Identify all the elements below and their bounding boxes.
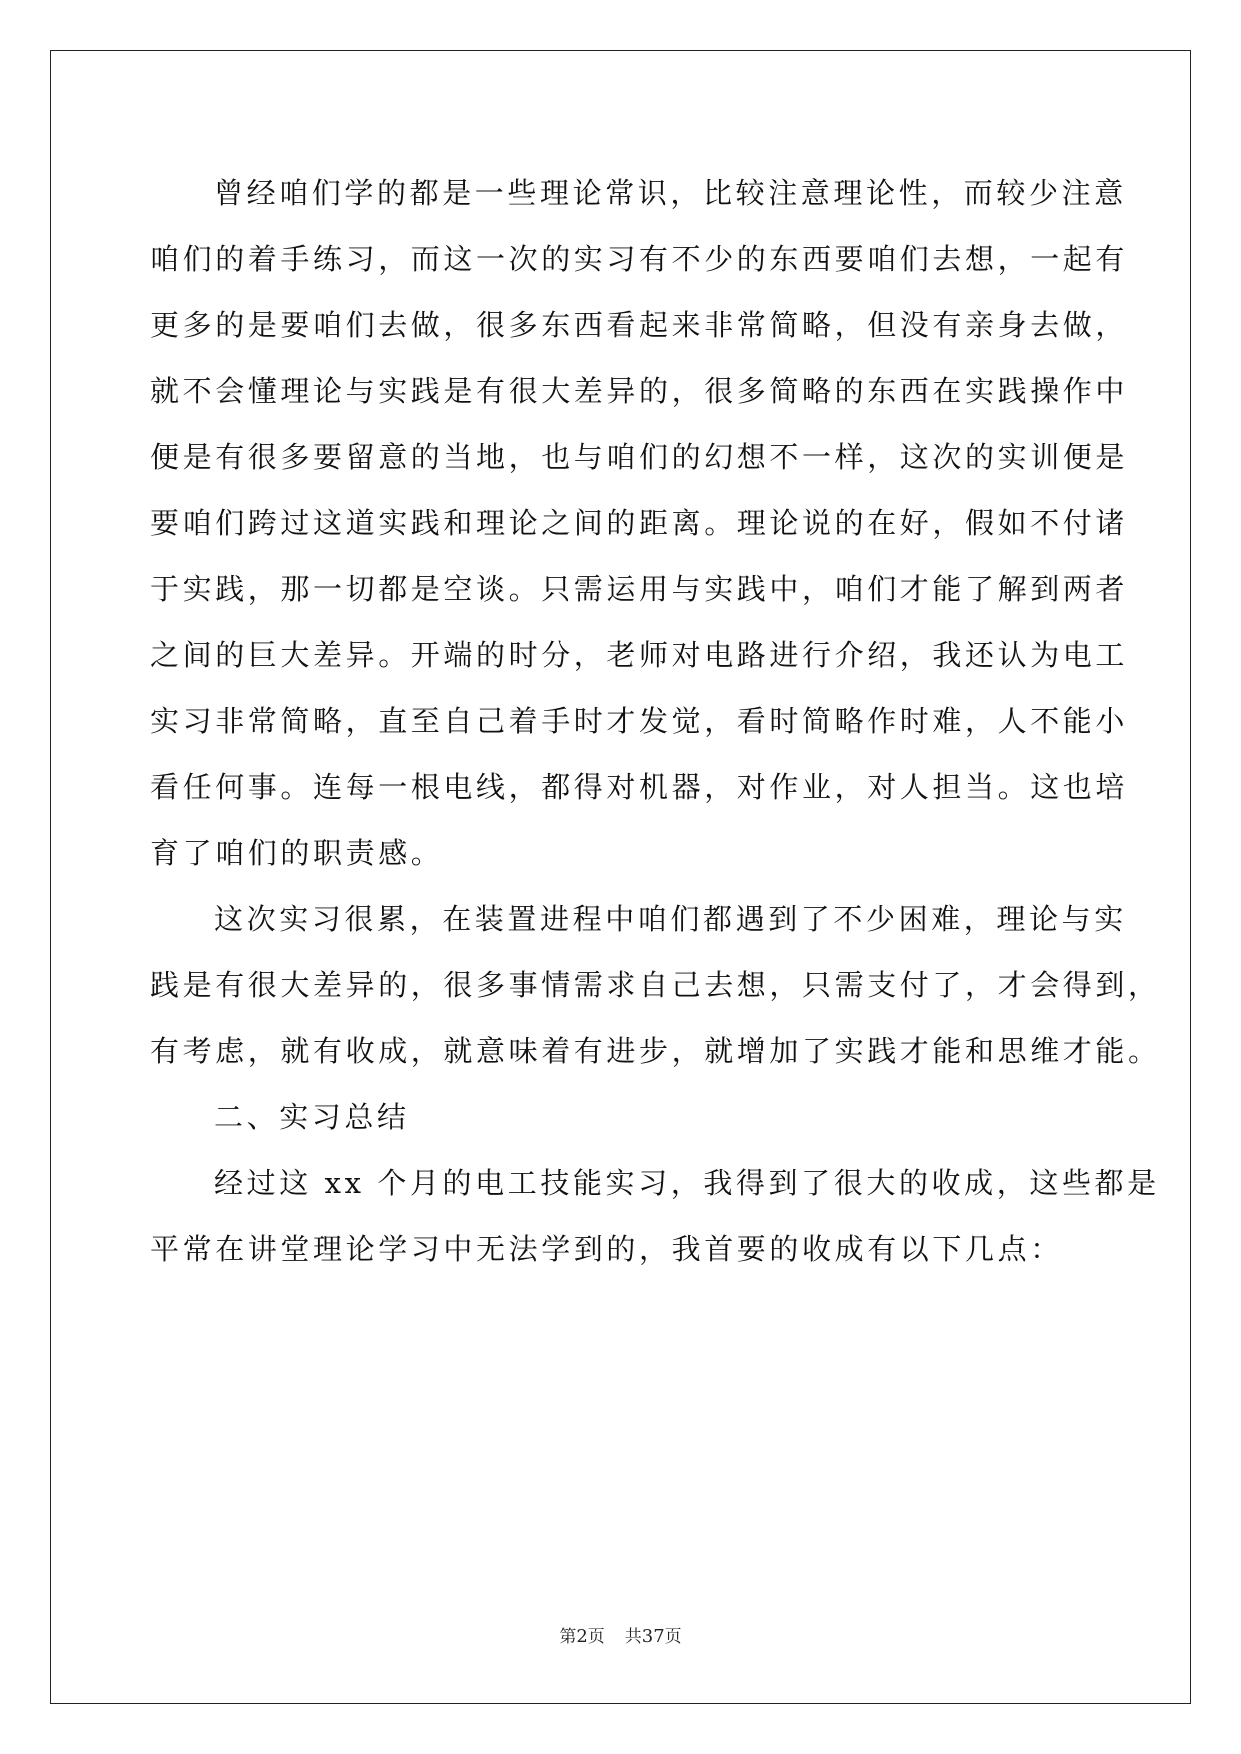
section-heading: 二、实习总结 [214,1100,410,1134]
paragraph-1-line-11: 育了咱们的职责感。 [150,836,444,870]
page-prefix: 第 [559,1627,577,1647]
paragraph-1-line-5: 便是有很多要留意的当地，也与咱们的幻想不一样，这次的实训便是 [150,440,1129,474]
paragraph-2-line-1: 这次实习很累，在装置进程中咱们都遇到了不少困难，理论与实 [214,902,1127,936]
paragraph-1-line-9: 实习非常简略，直至自己着手时才发觉，看时简略作时难，人不能小 [150,704,1129,738]
page-footer [0,1622,1241,1647]
page-suffix: 页 [587,1627,605,1647]
paragraph-1-line-1: 曾经咱们学的都是一些理论常识，比较注意理论性，而较少注意 [214,176,1127,210]
paragraph-3-line-1: 经过这 xx 个月的电工技能实习，我得到了很大的收成，这些都是 [214,1166,1160,1200]
paragraph-2-line-3: 有考虑，就有收成，就意味着有进步，就增加了实践才能和思维才能。 [150,1034,1161,1068]
paragraph-1-line-10: 看任何事。连每一根电线，都得对机器，对作业，对人担当。这也培 [150,770,1129,804]
paragraph-2-line-2: 践是有很大差异的，很多事情需求自己去想，只需支付了，才会得到， [150,968,1161,1002]
paragraph-1-line-7: 于实践，那一切都是空谈。只需运用与实践中，咱们才能了解到两者 [150,572,1129,606]
total-prefix: 共 [624,1627,642,1647]
total-pages: 37 [641,1626,665,1647]
paragraph-1-line-3: 更多的是要咱们去做，很多东西看起来非常简略，但没有亲身去做， [150,308,1129,342]
paragraph-1-line-2: 咱们的着手练习，而这一次的实习有不少的东西要咱们去想，一起有 [150,242,1129,276]
paragraph-3-line-2: 平常在讲堂理论学习中无法学到的，我首要的收成有以下几点： [150,1232,1063,1266]
paragraph-1-line-4: 就不会懂理论与实践是有很大差异的，很多简略的东西在实践操作中 [150,374,1129,408]
page-number: 2 [576,1626,588,1647]
paragraph-1-line-8: 之间的巨大差异。开端的时分，老师对电路进行介绍，我还认为电工 [150,638,1129,672]
document-body [150,160,1161,1282]
total-suffix: 页 [664,1627,682,1647]
paragraph-1-line-6: 要咱们跨过这道实践和理论之间的距离。理论说的在好，假如不付诸 [150,506,1129,540]
